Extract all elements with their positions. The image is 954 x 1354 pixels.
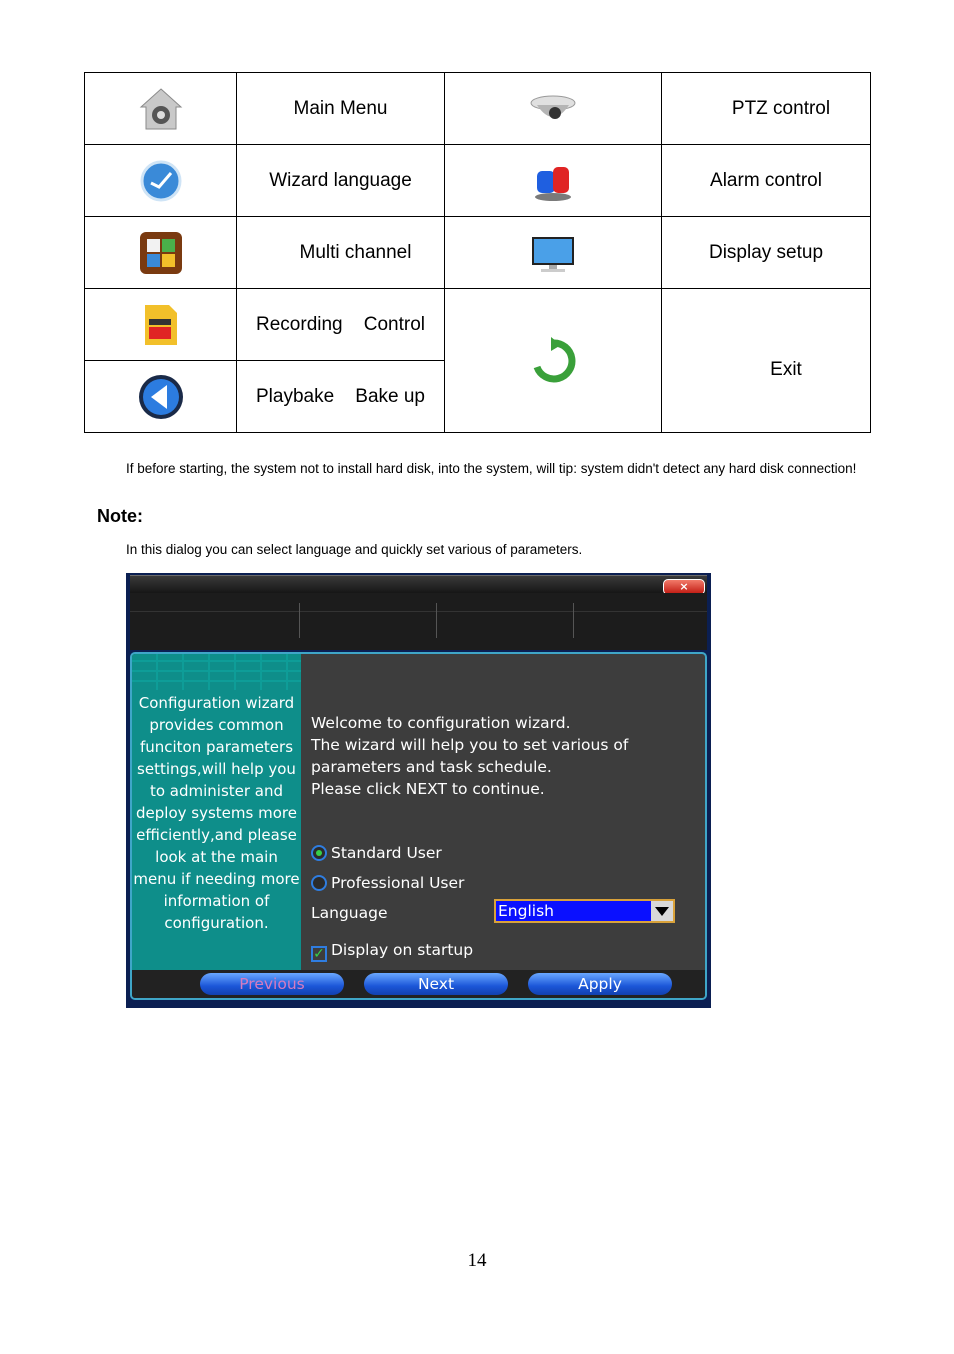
main-menu-label: Main Menu bbox=[237, 73, 445, 145]
configuration-wizard-window bbox=[126, 573, 711, 1008]
display-on-startup-option[interactable]: ✓ Display on startup bbox=[311, 941, 473, 962]
wizard-globe-icon bbox=[137, 157, 185, 205]
wizard-language-label: Wizard language bbox=[237, 145, 445, 217]
language-select[interactable]: English bbox=[494, 899, 675, 923]
page-number: 14 bbox=[467, 1250, 487, 1271]
table-row bbox=[85, 217, 871, 289]
standard-user-option[interactable]: Standard User bbox=[311, 844, 442, 862]
display-setup-label: Display setup bbox=[662, 217, 871, 289]
button-bar bbox=[132, 970, 705, 1000]
radio-unselected-icon[interactable] bbox=[311, 875, 327, 891]
multi-window-icon bbox=[137, 229, 185, 277]
note-title: Note: bbox=[97, 506, 143, 526]
multi-channel-label: Multi channel bbox=[237, 217, 445, 289]
wizard-description-panel bbox=[132, 654, 301, 970]
welcome-text: Welcome to configuration wizard. The wizard will help you to set various of parameters and task schedule. Please click NEXT to continue. bbox=[311, 714, 629, 798]
language-label: Language bbox=[311, 904, 388, 922]
exit-label: Exit bbox=[662, 289, 871, 433]
recording-control-label: Recording Control bbox=[237, 289, 445, 361]
dialog-paragraph: In this dialog you can select language and quickly set various of parameters. bbox=[126, 542, 583, 557]
avi-clapper-icon bbox=[137, 301, 185, 349]
table-row bbox=[85, 145, 871, 217]
hard-disk-paragraph: If before starting, the system not to install hard disk, into the system, will tip: system didn't detect any hard disk connection! bbox=[126, 461, 857, 476]
home-gear-icon bbox=[137, 85, 185, 133]
wizard-description: Configuration wizard provides common funciton parameters settings,will help you to administer and deploy systems more efficiently,and please look at the main menu if needing more information of configuration. bbox=[133, 694, 300, 932]
radio-selected-icon[interactable] bbox=[311, 845, 327, 861]
dropdown-arrow-icon[interactable] bbox=[651, 901, 673, 921]
wizard-panel bbox=[130, 652, 707, 1000]
icon-legend-table bbox=[84, 72, 871, 433]
ptz-control-label: PTZ control bbox=[662, 73, 871, 145]
monitor-icon bbox=[529, 229, 577, 277]
table-row bbox=[85, 73, 871, 145]
tab-bar bbox=[130, 593, 707, 650]
previous-button[interactable]: Previous bbox=[200, 973, 344, 995]
title-bar bbox=[130, 575, 707, 594]
close-button[interactable]: × bbox=[663, 579, 705, 595]
playback-backup-label: Playbake Bake up bbox=[237, 361, 445, 433]
alarm-siren-icon bbox=[529, 157, 577, 205]
apply-button[interactable]: Apply bbox=[528, 973, 672, 995]
checkbox-checked-icon[interactable]: ✓ bbox=[311, 946, 327, 962]
exit-refresh-icon bbox=[529, 337, 577, 385]
alarm-control-label: Alarm control bbox=[662, 145, 871, 217]
dome-camera-icon bbox=[529, 85, 577, 133]
table-row bbox=[85, 289, 871, 361]
professional-user-option[interactable]: Professional User bbox=[311, 874, 464, 892]
next-button[interactable]: Next bbox=[364, 973, 508, 995]
play-back-icon bbox=[137, 373, 185, 421]
